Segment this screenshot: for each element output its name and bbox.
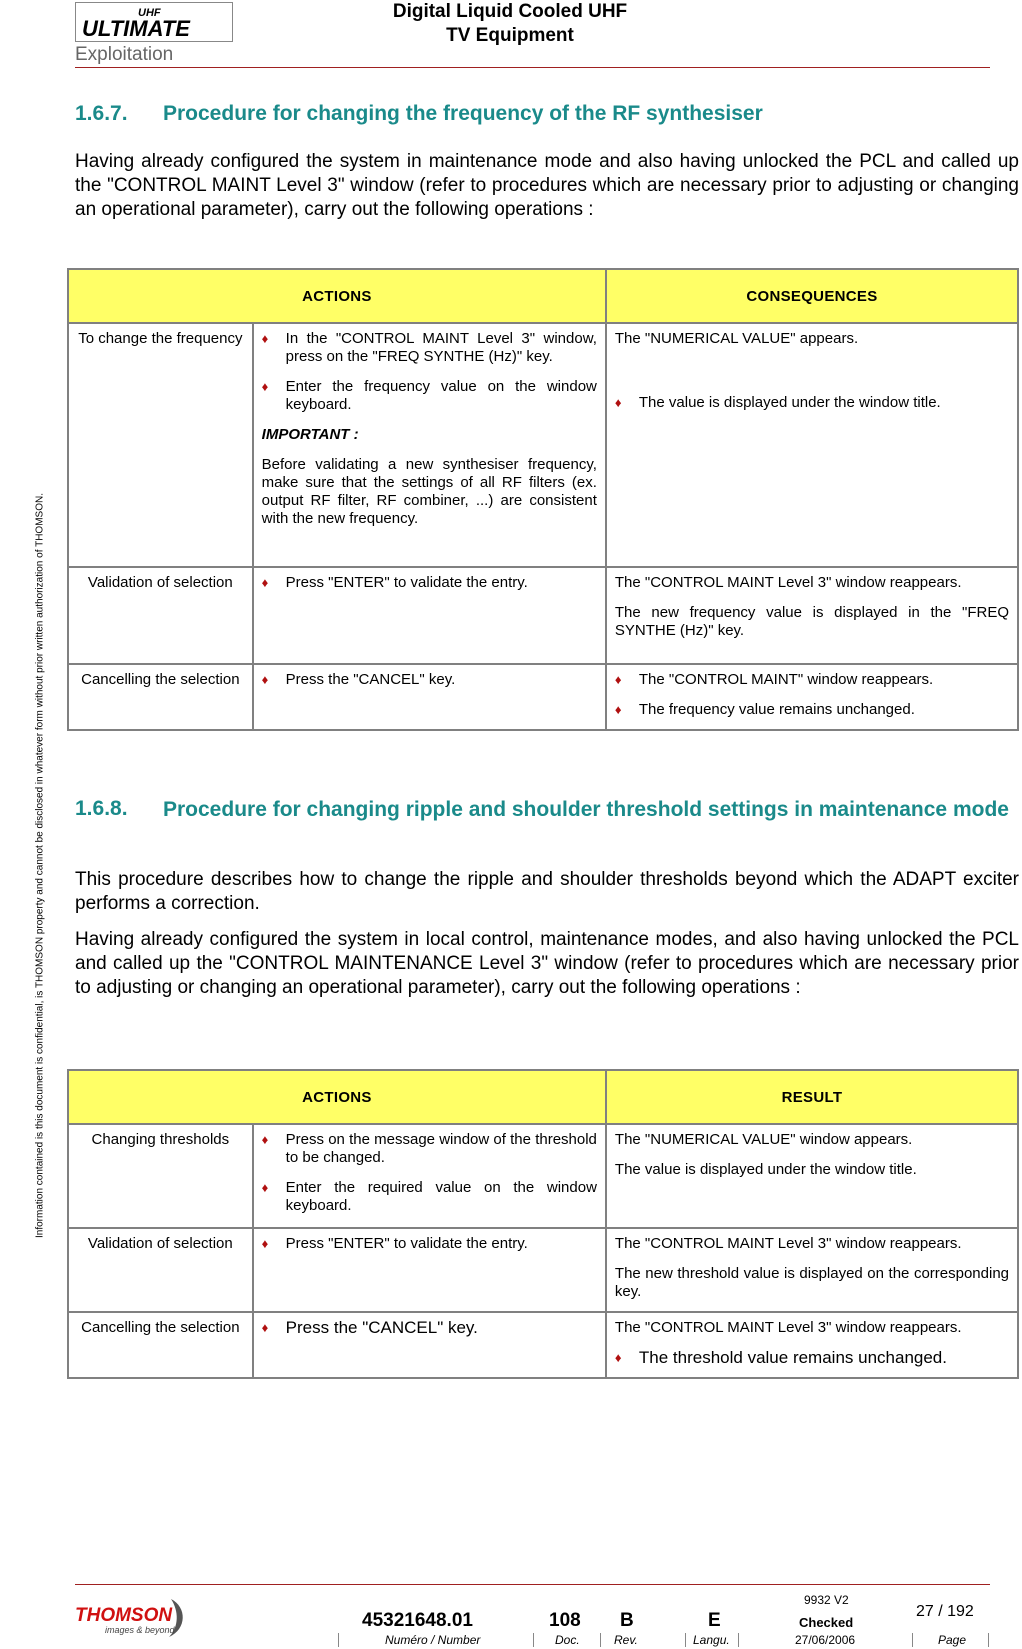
- ultimate-logo-graphic: [76, 3, 232, 41]
- row-consequences: [606, 567, 1018, 664]
- row-actions: [253, 1228, 606, 1312]
- row-label: To change the frequency: [68, 323, 253, 567]
- thomson-logo-graphic: [75, 1591, 193, 1643]
- actions-table-2: [67, 1069, 1019, 1379]
- row-label: Cancelling the selection: [68, 664, 253, 730]
- list-item: ♦ Press the "CANCEL" key.: [261, 671, 456, 688]
- section-1-title: Procedure for changing the frequency of the RF synthesiser: [163, 102, 763, 125]
- table-row: [68, 323, 1018, 567]
- row-actions: [253, 1124, 606, 1228]
- diamond-bullet-icon: ♦: [261, 1236, 269, 1251]
- diamond-bullet-icon: ♦: [614, 1350, 622, 1365]
- list-item: ♦ The value is displayed under the window title.: [614, 394, 941, 411]
- table-2-head-result: RESULT: [606, 1070, 1018, 1124]
- logo-tagline-text: images & beyond: [105, 1625, 175, 1635]
- section-2-number: 1.6.8.: [75, 797, 128, 820]
- header-divider: [75, 67, 990, 68]
- row-label: Changing thresholds: [68, 1124, 253, 1228]
- diamond-bullet-icon: ♦: [614, 672, 622, 687]
- row-results: [606, 1124, 1018, 1228]
- diamond-bullet-icon: ♦: [614, 395, 622, 410]
- section-2-intro-1: This procedure describes how to change the ripple and shoulder thresholds beyond which the ADAPT exciter performs a correction.: [75, 869, 1019, 914]
- ultimate-logo: [75, 2, 233, 42]
- list-item: ♦ Press the "CANCEL" key.: [261, 1318, 478, 1337]
- diamond-bullet-icon: ♦: [261, 1132, 269, 1147]
- row-actions: [253, 323, 606, 567]
- diamond-bullet-icon: ♦: [261, 331, 269, 346]
- list-item: ♦ Press "ENTER" to validate the entry.: [261, 574, 528, 591]
- footer-rev: B: [620, 1610, 634, 1631]
- important-text: Before validating a new synthesiser frequency, make sure that the settings of all RF filters (ex. output RF filter, RF combiner, ...) are consistent with the new frequency.: [261, 456, 597, 527]
- list-item: ♦ The frequency value remains unchanged.: [614, 701, 915, 718]
- row-actions: [253, 1312, 606, 1378]
- section-2-title: Procedure for changing ripple and shoulder threshold settings in maintenance mode: [163, 798, 1009, 821]
- row-consequences: [606, 323, 1018, 567]
- footer-label-doc: Doc.: [555, 1633, 580, 1647]
- table-row: [68, 664, 1018, 730]
- footer-page-count: 27 / 192: [916, 1603, 974, 1620]
- list-item: ♦ In the "CONTROL MAINT Level 3" window, press on the "FREQ SYNTHE (Hz)" key.: [261, 330, 597, 365]
- row-label: Cancelling the selection: [68, 1312, 253, 1378]
- list-item: ♦ The threshold value remains unchanged.: [614, 1348, 947, 1367]
- thomson-logo: [75, 1591, 193, 1643]
- row-actions: [253, 567, 606, 664]
- footer-separator: [912, 1633, 913, 1647]
- table-1-head-actions: ACTIONS: [68, 269, 606, 323]
- footer-label-rev: Rev.: [614, 1633, 638, 1647]
- footer-separator: [685, 1633, 686, 1647]
- table-2-header-row: [68, 1070, 1018, 1124]
- footer-label-number: Numéro / Number: [385, 1633, 481, 1647]
- table-1-header-row: [68, 269, 1018, 323]
- row-results: [606, 1312, 1018, 1378]
- confidentiality-note: Information contained is this document is confidential, is THOMSON property and cannot be disclosed in whatever form without prior written authorization of THOMSON.: [34, 493, 46, 1238]
- row-label: Validation of selection: [68, 567, 253, 664]
- header-section-name: Exploitation: [75, 44, 174, 65]
- list-item: ♦ Press on the message window of the threshold to be changed.: [261, 1131, 597, 1166]
- result-text: The "CONTROL MAINT Level 3" window reappears.: [614, 1235, 962, 1252]
- footer-date: 27/06/2006: [795, 1633, 856, 1647]
- result-text: The new threshold value is displayed on the corresponding key.: [614, 1265, 1009, 1300]
- table-row: [68, 1228, 1018, 1312]
- footer-langu: E: [708, 1610, 721, 1631]
- document-title: [330, 0, 690, 48]
- footer-separator: [738, 1633, 739, 1647]
- consequence-text: The new frequency value is displayed in the "FREQ SYNTHE (Hz)" key.: [614, 604, 1009, 639]
- table-row: [68, 567, 1018, 664]
- row-label: Validation of selection: [68, 1228, 253, 1312]
- diamond-bullet-icon: ♦: [261, 575, 269, 590]
- diamond-bullet-icon: ♦: [261, 1320, 269, 1335]
- consequence-text: The "NUMERICAL VALUE" appears.: [614, 330, 859, 347]
- row-consequences: [606, 664, 1018, 730]
- result-text: The "CONTROL MAINT Level 3" window reappears.: [614, 1319, 962, 1336]
- table-1-head-consequences: CONSEQUENCES: [606, 269, 1018, 323]
- diamond-bullet-icon: ♦: [261, 1180, 269, 1195]
- diamond-bullet-icon: ♦: [614, 702, 622, 717]
- logo-ultimate-text: ULTIMATE: [82, 16, 190, 41]
- logo-uhf-text: UHF: [138, 7, 161, 19]
- title-line-1: Digital Liquid Cooled UHF: [392, 1, 628, 22]
- footer-checked: Checked: [799, 1615, 854, 1630]
- row-results: [606, 1228, 1018, 1312]
- title-line-2: TV Equipment: [446, 25, 574, 46]
- diamond-bullet-icon: ♦: [261, 672, 269, 687]
- footer-doc: 108: [549, 1610, 581, 1631]
- section-1-number: 1.6.7.: [75, 102, 128, 125]
- footer-label-page: Page: [938, 1633, 967, 1647]
- table-row: [68, 1312, 1018, 1378]
- list-item: ♦ Enter the frequency value on the window keyboard.: [261, 378, 597, 413]
- table-2-head-actions: ACTIONS: [68, 1070, 606, 1124]
- list-item: ♦ Press "ENTER" to validate the entry.: [261, 1235, 528, 1252]
- row-actions: [253, 664, 606, 730]
- footer-divider: [75, 1584, 990, 1585]
- footer-label-langu: Langu.: [693, 1633, 730, 1647]
- footer-number: 45321648.01: [362, 1610, 473, 1631]
- result-text: The "NUMERICAL VALUE" window appears.: [614, 1131, 913, 1148]
- result-text: The value is displayed under the window title.: [614, 1161, 917, 1178]
- footer-version: 9932 V2: [804, 1593, 849, 1607]
- footer-separator: [600, 1633, 601, 1647]
- important-label: IMPORTANT :: [261, 426, 359, 443]
- diamond-bullet-icon: ♦: [261, 379, 269, 394]
- actions-table-1: [67, 268, 1019, 731]
- footer-separator: [533, 1633, 534, 1647]
- logo-thomson-text: THOMSON: [75, 1605, 173, 1626]
- table-row: [68, 1124, 1018, 1228]
- footer-separator: [988, 1633, 989, 1647]
- footer-separator: [338, 1633, 339, 1647]
- list-item: ♦ Enter the required value on the window keyboard.: [261, 1179, 597, 1214]
- section-2-intro-2: Having already configured the system in local control, maintenance modes, and also having unlocked the PCL and called up the "CONTROL MAINTENANCE Level 3" window (refer to procedures which are necessary prior to adjusting or changing an operational parameter), carry out the following operations :: [75, 929, 1019, 998]
- list-item: ♦ The "CONTROL MAINT" window reappears.: [614, 671, 934, 688]
- consequence-text: The "CONTROL MAINT Level 3" window reappears.: [614, 574, 962, 591]
- section-1-intro: Having already configured the system in maintenance mode and also having unlocked the PCL and called up the "CONTROL MAINT Level 3" window (refer to procedures which are necessary prior to adjusting or changing an operational parameter), carry out the following operations :: [75, 151, 1019, 220]
